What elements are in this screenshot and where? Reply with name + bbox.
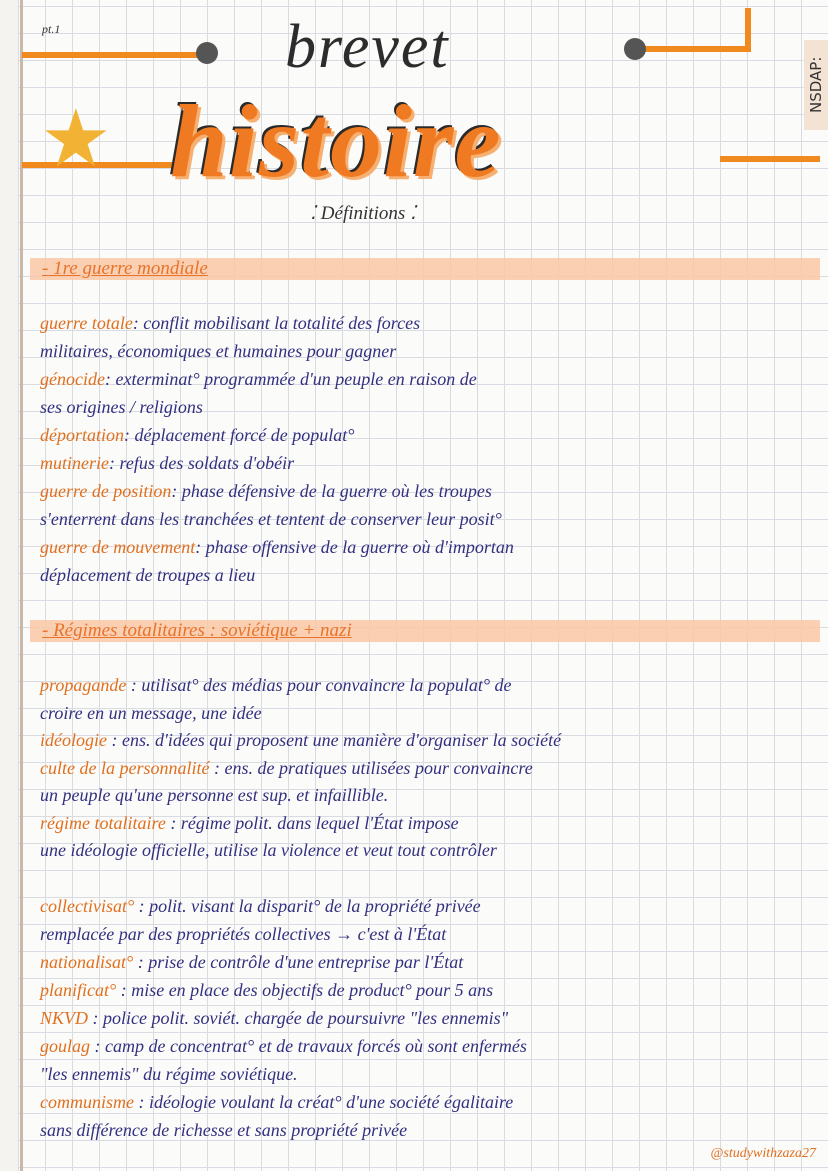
definition-line bbox=[40, 508, 502, 530]
definition-line bbox=[40, 812, 459, 834]
decor-band bbox=[720, 156, 820, 162]
term: guerre de position bbox=[40, 481, 172, 501]
definition-line bbox=[40, 1091, 513, 1113]
definition-line bbox=[40, 702, 262, 724]
decor-band bbox=[640, 46, 750, 52]
definition: : ens. d'idées qui proposent une manière d'organiser la société bbox=[106, 730, 562, 750]
definition-line bbox=[40, 340, 396, 362]
definition: s'enterrent dans les tranchées et tentent de conserver leur posit° bbox=[40, 509, 502, 529]
definition-line bbox=[40, 564, 255, 586]
definition: militaires, économiques et humaines pour gagner bbox=[40, 341, 397, 361]
term: mutinerie bbox=[40, 453, 109, 473]
margin-line bbox=[20, 0, 23, 1171]
subtitle: ⁚ Définitions ⁚ bbox=[310, 203, 417, 224]
definition: croire en un message, une idée bbox=[40, 702, 262, 723]
definition-line bbox=[40, 1119, 407, 1141]
term: génocide bbox=[40, 369, 105, 389]
definition: : mise en place des objectifs de product° pour 5 ans bbox=[116, 980, 494, 1000]
title-histoire: histoire bbox=[170, 84, 502, 199]
term: déportation bbox=[40, 425, 124, 445]
binder-hole bbox=[624, 38, 646, 60]
definition: un peuple qu'une personne est sup. et infaillible. bbox=[40, 785, 389, 805]
term: communisme bbox=[40, 1092, 134, 1112]
definition-line bbox=[40, 895, 481, 917]
definition: : phase défensive de la guerre où les troupes bbox=[171, 481, 492, 501]
term: NKVD bbox=[40, 1008, 89, 1028]
definition: déplacement de troupes a lieu bbox=[40, 565, 256, 585]
definition-line bbox=[40, 452, 294, 474]
star-icon: ★ bbox=[40, 96, 112, 184]
definition: : exterminat° programmée d'un peuple en raison de bbox=[104, 369, 477, 389]
definition: : camp de concentrat° et de travaux forcés où sont enfermés bbox=[90, 1036, 527, 1056]
subtitle-text: Définitions bbox=[320, 203, 406, 224]
definition-line bbox=[40, 839, 497, 861]
definition: : ens. de pratiques utilisées pour convaincre bbox=[209, 757, 533, 778]
term: nationalisat° bbox=[40, 952, 134, 972]
section-heading: - 1re guerre mondiale bbox=[42, 258, 208, 279]
definition: une idéologie officielle, utilise la violence et veut tout contrôler bbox=[40, 840, 497, 860]
definition: remplacée par des propriétés collectives → c'est à l'État bbox=[40, 924, 447, 944]
decor-band bbox=[22, 52, 212, 58]
term: régime totalitaire bbox=[40, 812, 166, 833]
definition-line bbox=[40, 729, 561, 751]
definition: : phase offensive de la guerre où d'importan bbox=[195, 537, 514, 557]
definition-line bbox=[40, 923, 446, 945]
signature: @studywithzaza27 bbox=[710, 1146, 816, 1161]
section-heading: - Régimes totalitaires : soviétique + nazi bbox=[42, 620, 352, 641]
definition: : police polit. soviét. chargée de poursuivre "les ennemis" bbox=[88, 1008, 509, 1028]
definition-line bbox=[40, 1063, 298, 1085]
term: culte de la personnalité bbox=[40, 757, 210, 778]
definition-line bbox=[40, 979, 493, 1001]
term: collectivisat° bbox=[40, 896, 135, 916]
definition: : utilisat° des médias pour convaincre la populat° de bbox=[126, 675, 512, 695]
definition: ses origines / religions bbox=[40, 397, 203, 417]
definition: : régime polit. dans lequel l'État impose bbox=[165, 812, 459, 833]
definition: : refus des soldats d'obéir bbox=[109, 453, 295, 473]
definition-line bbox=[40, 536, 514, 558]
definition: sans différence de richesse et sans propriété privée bbox=[40, 1120, 408, 1140]
definition-line bbox=[40, 368, 477, 390]
term: guerre totale bbox=[40, 313, 133, 333]
term: goulag bbox=[40, 1036, 91, 1056]
definition: : polit. visant la disparit° de la propriété privée bbox=[134, 896, 481, 916]
definition-line bbox=[40, 480, 492, 502]
decor-band bbox=[745, 8, 751, 52]
definition: : conflit mobilisant la totalité des forces bbox=[132, 313, 421, 333]
definition: : prise de contrôle d'une entreprise par l'État bbox=[133, 952, 464, 972]
page-label: pt.1 bbox=[42, 22, 61, 36]
definition: : idéologie voulant la créat° d'une société égalitaire bbox=[133, 1092, 514, 1112]
definition: "les ennemis" du régime soviétique. bbox=[40, 1064, 298, 1084]
definition-line bbox=[40, 424, 354, 446]
definition: : déplacement forcé de populat° bbox=[124, 425, 355, 445]
definition-line bbox=[40, 784, 388, 806]
definition-line bbox=[40, 1035, 527, 1057]
definition-line bbox=[40, 312, 420, 334]
term: propagande bbox=[40, 675, 127, 695]
title-brevet: brevet bbox=[285, 13, 450, 81]
definition-line bbox=[40, 674, 512, 696]
binder-hole bbox=[196, 42, 218, 64]
term: idéologie bbox=[40, 730, 107, 750]
term: guerre de mouvement bbox=[40, 537, 196, 557]
definition-line bbox=[40, 951, 463, 973]
definition-line bbox=[40, 757, 533, 779]
term: planificat° bbox=[40, 980, 117, 1000]
side-tab: NSDAP: bbox=[804, 40, 828, 130]
definition-line bbox=[40, 396, 203, 418]
definition-line bbox=[40, 1007, 508, 1029]
